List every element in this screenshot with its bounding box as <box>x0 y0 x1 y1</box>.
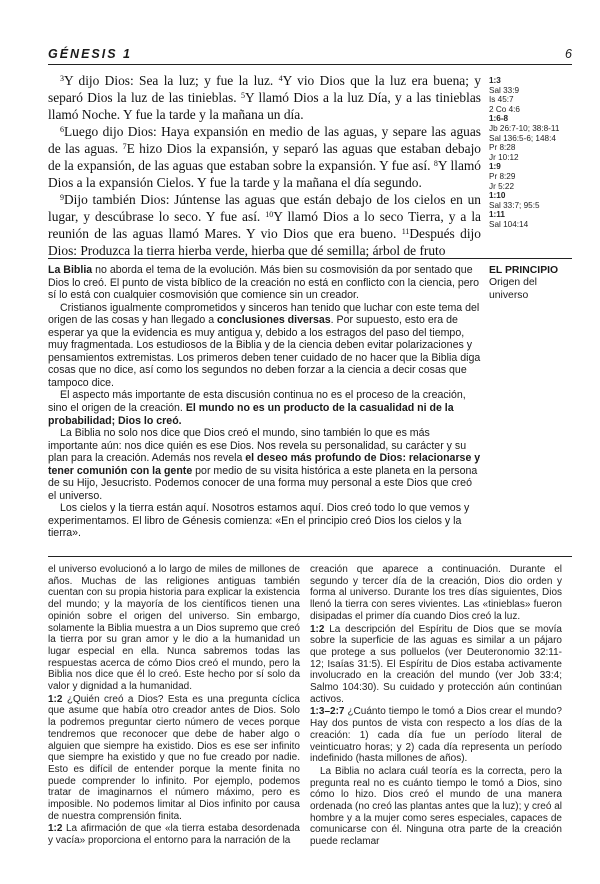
cross-reference: 1:11 Sal 104:14 <box>489 210 529 229</box>
study-note: 1:2 La descripción del Espíritu de Dios que se movía sobre la superficie de las aguas es similar a un pájaro que protege a sus polluelos (ver Deuteronomio 32:11-12; Isaías 31:5). El Espíritu de Dios estaba activamente involucrado en la creación del mundo (ver Job 33:4; Salmo 104:30). Su cuidado y protección aún continúan activos. <box>310 623 562 705</box>
cross-reference: Is 45:7 <box>489 95 514 105</box>
verse-paragraph <box>48 123 481 191</box>
study-note: el universo evolucionó a lo largo de miles de millones de años. Muchas de las religiones antiguas también cuentan con su propia historia para explicar la existencia del mundo; y la mayoría de los científicos tienen una opinión sobre el origen del universo. Sin embargo, solamente la Biblia muestra a un Dios supremo que creó la tierra por su gran amor y le dio a la humanidad un lugar especial en ella. Nunca sabremos todas las respuestas acerca de cómo Dios creó el mundo, pero la Biblia nos dice que él lo creó. Este hecho por sí solo da valor y dignidad a la humanidad. <box>48 564 300 693</box>
verse-text: Después dijo Dios: Produzca la tierra hierba verde, hierba que dé semilla; árbol de fruto <box>48 226 481 258</box>
cross-reference: Pr 8:28 <box>489 143 516 153</box>
header-rule <box>48 64 572 65</box>
cross-references <box>489 76 569 230</box>
sidebar-title: EL PRINCIPIO <box>489 265 559 276</box>
study-note: 1:2 ¿Quién creó a Dios? Esta es una pregunta cíclica que asume que había otro creador antes de Dios. Solo la podremos preguntar cierto número de veces porque tendremos que reconocer que debe de haber algo o alguien que siempre ha existido. Dios es ese ser infinito que siempre ha existido y que no fue creado por nadie. Esto es difícil de entender porque la mente finita no puede comprender lo infinito. Por ejemplo, podemos tratar de imaginarnos el número máximo, pero es imposible. No podemos limitar al Dios infinito por causa de nuestra comprensión finita. <box>48 693 300 822</box>
article-paragraph: La Biblia no solo nos dice que Dios creó el mundo, sino también lo que es más importante aún: nos dice quién es ese Dios. Nos revela su personalidad, su carácter y su plan para la creación. Además nos revela el deseo más profundo de Dios: relacionarse y tener comunión con la gente por medio de su visita histórica a este planeta en la persona de su Hijo, Jesucristo. Podemos conocer de una forma muy personal a este Dios que creó el universo. <box>48 427 481 502</box>
verse-text: Y llamó Dios a la luz Día, y a las tinieblas llamó Noche. Y fue la tarde y la mañana un día. <box>48 90 481 122</box>
study-notes-left-column <box>48 564 300 847</box>
cross-reference: 1:3 Sal 33:9 <box>489 76 520 95</box>
verse-text: E hizo Dios la expansión, y separó las aguas que estaban debajo de la expansión, de las aguas que estaban sobre la expansión. Y fue así. <box>48 141 481 173</box>
verse-text: Y llamó Dios a la expansión Cielos. Y fue la tarde y la mañana el día segundo. <box>48 158 481 190</box>
page-number: 6 <box>565 47 572 61</box>
article-paragraph: Los cielos y la tierra están aquí. Nosotros estamos aquí. Dios creó todo lo que vemos y experimentamos. El libro de Génesis comienza: «En el principio creó Dios los cielos y la tierra». <box>48 502 470 540</box>
cross-reference: Sal 136:5-6; 148:4 <box>489 133 556 143</box>
cross-reference: 1:6-8 Jb 26:7-10; 38:8-11 <box>489 114 560 133</box>
study-note: 1:2 La afirmación de que «la tierra estaba desordenada y vacía» proporciona el entorno para la narración de la <box>48 823 300 847</box>
verse-number: 8 <box>433 159 438 168</box>
feature-article <box>48 264 481 540</box>
study-note: La Biblia no aclara cuál teoría es la correcta, pero la pregunta real no es cuánto tiempo le tomó a Dios, sino cómo lo hizo. Dios creó el mundo de una manera ordenada (no creó las plantas antes que la luz); y creó al hombre y a la mujer como seres especiales, capaces de comunicarse con él. Ninguna otra parte de la creación puede reclamar <box>310 765 562 848</box>
verse-text: Y vio Dios que la luz era buena; y separó Dios la luz de las tinieblas. <box>48 73 481 105</box>
cross-reference: Jr 5:22 <box>489 181 515 191</box>
verse-number: 6 <box>60 125 64 134</box>
scripture-text <box>48 72 481 259</box>
study-notes-right-column <box>310 564 562 848</box>
verse-number: 7 <box>122 142 127 151</box>
verse-number: 10 <box>265 210 274 219</box>
verse-paragraph <box>48 72 481 123</box>
sidebar-subtitle: Origen del universo <box>489 277 537 301</box>
verse-text: Y dijo Dios: Sea la luz; y fue la luz. <box>64 73 279 88</box>
article-paragraph: Cristianos igualmente comprometidos y sinceros han tenido que luchar con este tema del origen de las cosas y han llegado a conclusiones diversas. Por supuesto, esto era de esperar ya que la evidencia es muy antigua y, debido a los estragos del paso del tiempo, muy fragmentada. Los estudiosos de la Biblia y de la ciencia deben evitar polarizaciones y pensamientos extremistas. Los primeros deben tener cuidado de no hacer que la Biblia diga cosas que no dice, así como los segundos no deben forzar a la ciencia a decir cosas que tampoco dice. <box>48 301 481 389</box>
study-note: 1:3–2:7 ¿Cuánto tiempo le tomó a Dios crear el mundo? Hay dos puntos de vista con respecto a los días de la creación: 1) cada día fue un período literal de veinticuatro horas; y 2) cada día representa un período indefinido (hasta millones de años). <box>310 706 562 765</box>
article-paragraph: El aspecto más importante de esta discusión continua no es el proceso de la creación, sino el origen de la creación. El mundo no es un producto de la casualidad ni de la probabilidad; Dios lo creó. <box>48 389 466 427</box>
cross-reference: 1:9 Pr 8:29 <box>489 162 516 181</box>
note-reference: 1:3–2:7 <box>310 706 345 718</box>
sidebar-label <box>489 265 573 302</box>
study-note: creación que aparece a continuación. Durante el segundo y tercer día de la creación, Dios dio orden y forma al universo. Durante los tres días siguientes, Dios llenó la tierra con seres vivientes. Las «tinieblas» fueron disipadas el primer día cuando Dios creó la luz. <box>310 564 562 622</box>
cross-reference: 2 Co 4:6 <box>489 104 520 114</box>
verse-paragraph <box>48 191 481 259</box>
running-header <box>48 47 572 63</box>
article-paragraph: La Biblia no aborda el tema de la evolución. Más bien su cosmovisión da por sentado que Dios lo creó. El punto de vista bíblico de la creación no está en conflicto con la ciencia, pero sí lo está con cualquier cosmovisión que comience sin un creador. <box>48 264 480 302</box>
note-reference: 1:2 <box>48 823 63 835</box>
verse-number: 11 <box>401 227 410 236</box>
verse-text: Y llamó Dios a lo seco Tierra, y a la reunión de las aguas llamó Mares. Y vio Dios que era bueno. <box>48 209 481 241</box>
book-chapter-title: GÉNESIS 1 <box>48 47 132 61</box>
verse-number: 9 <box>60 193 64 202</box>
note-reference: 1:2 <box>310 623 325 635</box>
verse-text: Dijo también Dios: Júntense las aguas que están debajo de los cielos en un lugar, y descúbrase lo seco. Y fue así. <box>48 192 481 224</box>
note-reference: 1:2 <box>48 693 63 705</box>
cross-reference: 1:10 Sal 33:7; 95:5 <box>489 191 540 210</box>
verse-text: Luego dijo Dios: Haya expansión en medio de las aguas, y separe las aguas de las aguas. <box>48 124 481 156</box>
cross-reference: Jr 10:12 <box>489 152 519 162</box>
verse-number: 5 <box>240 91 245 100</box>
verse-number: 3 <box>60 74 64 83</box>
verse-number: 4 <box>278 74 283 83</box>
section-rule <box>48 556 572 557</box>
section-rule <box>48 258 572 259</box>
